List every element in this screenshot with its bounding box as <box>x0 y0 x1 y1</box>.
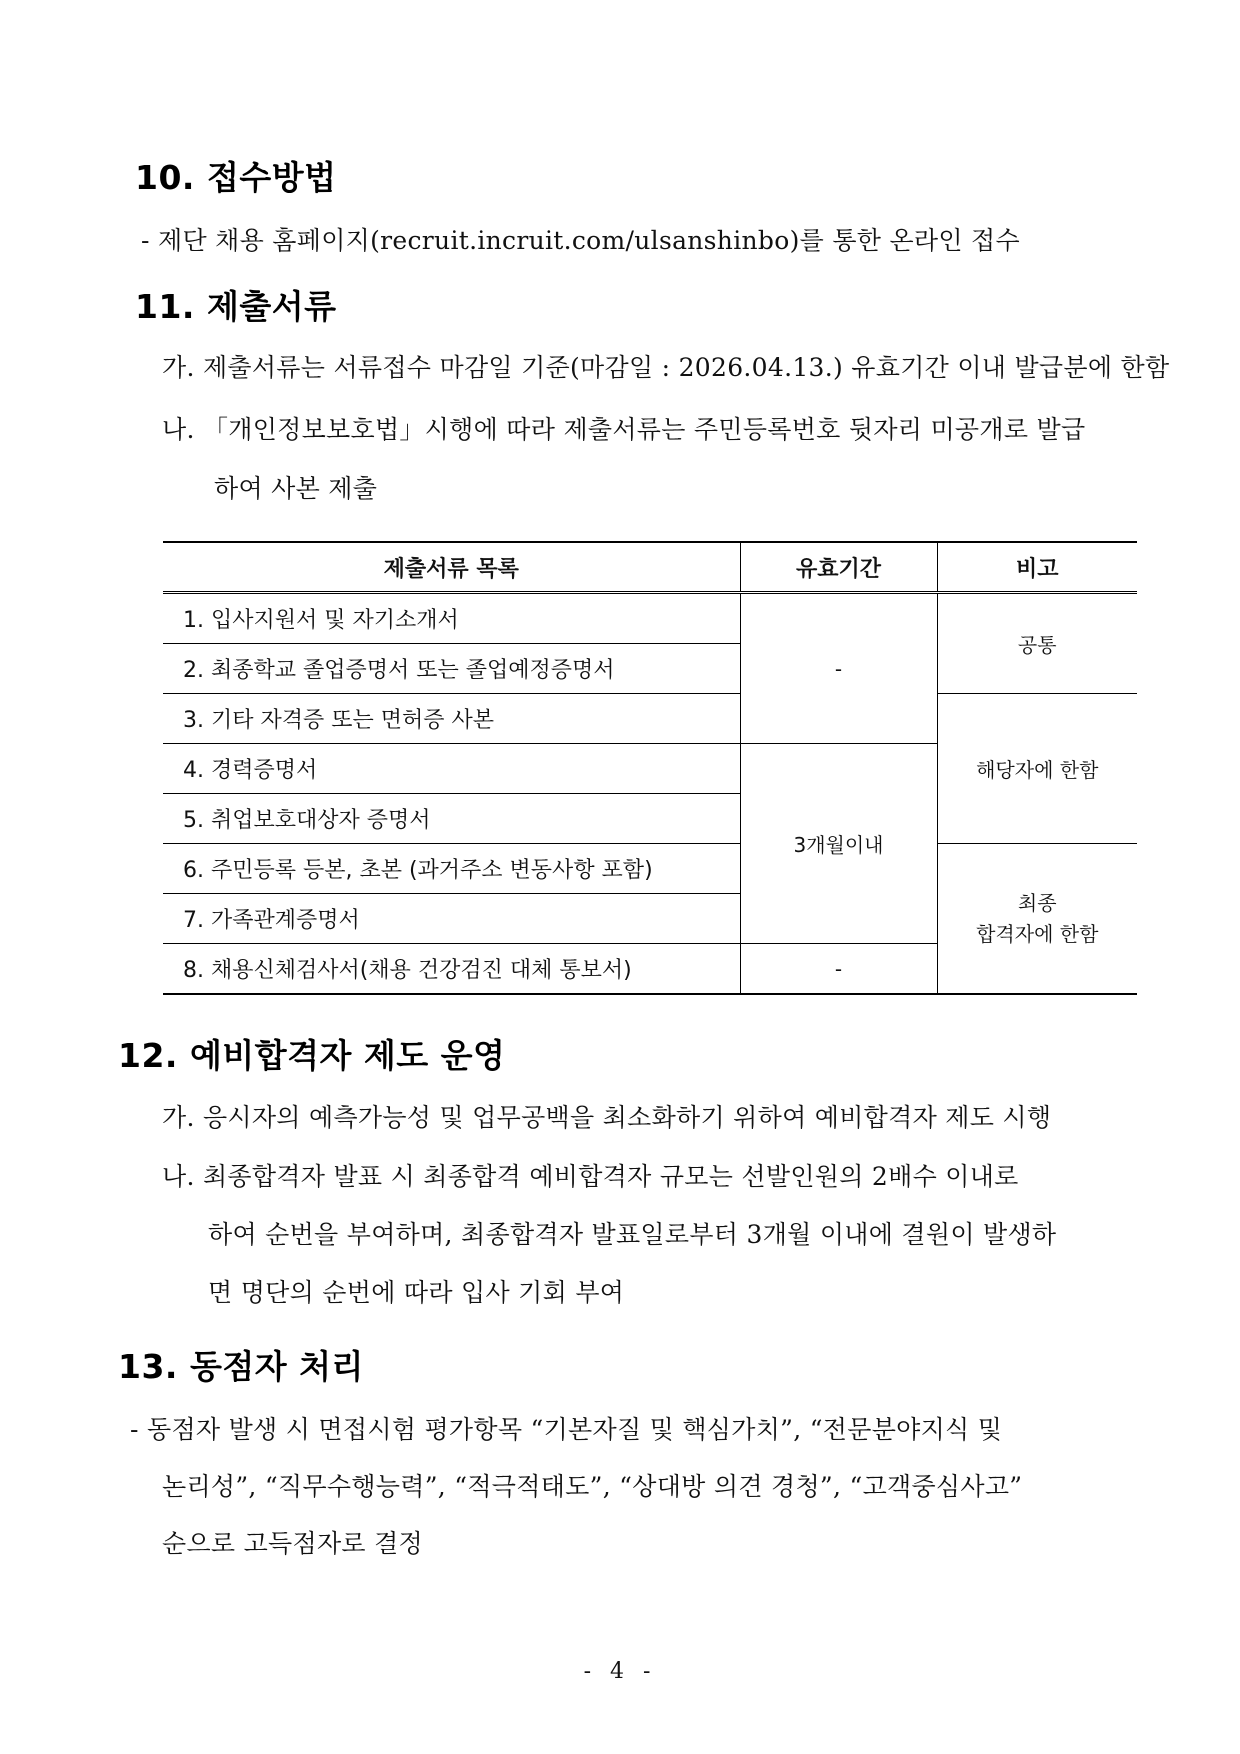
section-12-item-ga: 가. 응시자의 예측가능성 및 업무공백을 최소화하기 위하여 예비합격자 제도 시행 <box>162 1103 1052 1132</box>
note-cell: 공통 <box>937 593 1137 694</box>
header-validity: 유효기간 <box>740 542 937 593</box>
note-cell <box>937 844 1137 995</box>
section-13-heading: 13. 동점자 처리 <box>118 1347 364 1386</box>
note-final-line-1: 최종 <box>1017 890 1057 915</box>
header-document-list: 제출서류 목록 <box>163 542 740 593</box>
section-11-item-ga: 가. 제출서류는 서류접수 마감일 기준(마감일 : 2026.04.13.) 유효기간 이내 발급분에 한함 <box>162 353 1170 382</box>
section-10-heading: 10. 접수방법 <box>135 158 337 197</box>
table-header-row <box>163 542 1137 593</box>
section-11-item-na: 나. 「개인정보보호법」시행에 따라 제출서류는 주민등록번호 뒷자리 미공개로 발급 <box>162 415 1086 444</box>
section-12-item-na: 나. 최종합격자 발표 시 최종합격 예비합격자 규모는 선발인원의 2배수 이내로 <box>162 1162 1019 1191</box>
section-13-item-1-cont-1: 논리성”, “직무수행능력”, “적극적태도”, “상대방 의견 경청”, “고객중심사고” <box>162 1472 1023 1501</box>
document-item: 6. 주민등록 등본, 초본 (과거주소 변동사항 포함) <box>163 844 740 894</box>
table-row <box>163 593 1137 644</box>
validity-cell: 3개월이내 <box>740 744 937 944</box>
validity-cell: - <box>740 944 937 995</box>
document-item: 2. 최종학교 졸업증명서 또는 졸업예정증명서 <box>163 644 740 694</box>
document-item: 5. 취업보호대상자 증명서 <box>163 794 740 844</box>
section-11-item-na-cont: 하여 사본 제출 <box>214 474 378 503</box>
section-11-heading: 11. 제출서류 <box>135 287 337 326</box>
section-10-item-1: - 제단 채용 홈페이지(recruit.incruit.com/ulsanshinbo)를 통한 온라인 접수 <box>141 226 1020 255</box>
section-13-item-1: - 동점자 발생 시 면접시험 평가항목 “기본자질 및 핵심가치”, “전문분야지식 및 <box>130 1415 1003 1444</box>
section-12-heading: 12. 예비합격자 제도 운영 <box>118 1036 506 1075</box>
section-12-item-na-cont-2: 면 명단의 순번에 따라 입사 기회 부여 <box>208 1278 625 1307</box>
note-cell: 해당자에 한함 <box>937 694 1137 844</box>
document-item: 1. 입사지원서 및 자기소개서 <box>163 593 740 644</box>
section-13-item-1-cont-2: 순으로 고득점자로 결정 <box>162 1529 423 1558</box>
table-row <box>163 694 1137 744</box>
document-item: 8. 채용신체검사서(채용 건강검진 대체 통보서) <box>163 944 740 995</box>
validity-cell: - <box>740 593 937 744</box>
table-row <box>163 844 1137 894</box>
page-number: - 4 - <box>583 1659 657 1684</box>
document-item: 4. 경력증명서 <box>163 744 740 794</box>
section-12-item-na-cont-1: 하여 순번을 부여하며, 최종합격자 발표일로부터 3개월 이내에 결원이 발생하 <box>208 1220 1057 1249</box>
document-item: 3. 기타 자격증 또는 면허증 사본 <box>163 694 740 744</box>
note-final-line-2: 합격자에 한함 <box>976 921 1099 946</box>
document-item: 7. 가족관계증명서 <box>163 894 740 944</box>
documents-table <box>163 541 1137 995</box>
header-note: 비고 <box>937 542 1137 593</box>
